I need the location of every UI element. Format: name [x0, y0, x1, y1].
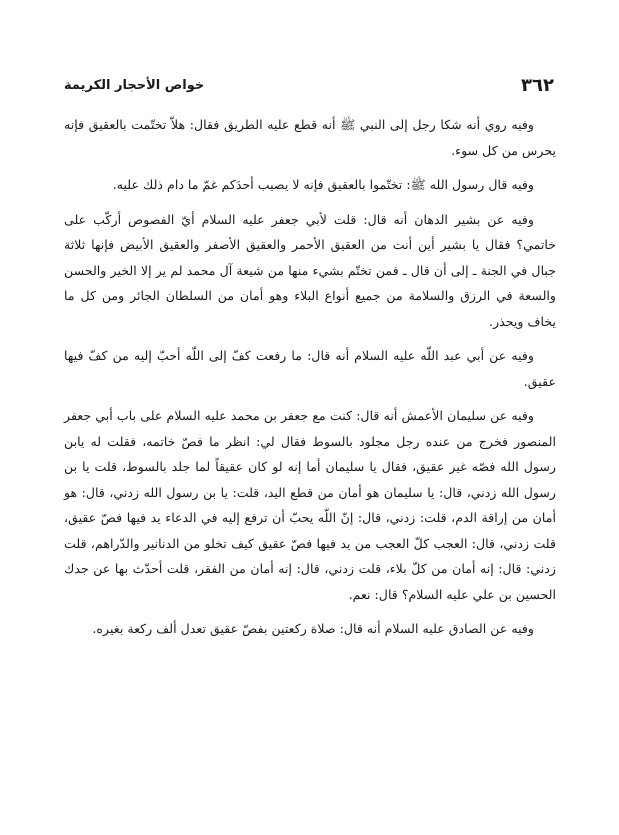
page-number: ٣٦٢: [521, 74, 554, 96]
paragraph-4: وفيه عن أبي عبد اللّه عليه السلام أنه قال: ما رفعت كفّ إلى اللّه أحبّ إليه من كفّ فيها عقيق.: [64, 348, 556, 389]
running-title: خواص الأحجار الكريمة: [64, 77, 205, 93]
paragraph-5: وفيه عن سليمان الأعمش أنه قال: كنت مع جعفر بن محمد عليه السلام على باب أبي جعفر المنصور فخرج من عنده رجل مجلود بالسوط فقال لي: انظر ما فصّ خاتمه، فقلت له يابن رسول الله فصّه غير عقيق، فقال يا سليمان أما إنه لو كان عقيقاً لما جلد بالسوط، قلت يا بن رسول الله زدني، قال: يا سليمان هو أمان من قطع اليد، قلت: يا بن رسول الله زدني، قال: هو أمان من إراقة الدم، قلت: زدني، قال: إنّ اللّه يحبّ أن ترفع إليه في الدعاء يد فيها فصّ عقيق، قلت زدني، قال: العجب كلّ العجب من يد فيها فصّ عقيق كيف تخلو من الدنانير والدّراهم، قلت زدني: قال: إنه أمان من كلّ بلاء، قلت زدني، قال: إنه أمان من الفقر، قلت أحدّث بها عن جدك الحسين بن علي عليه السلام؟ قال: نعم.: [64, 408, 556, 602]
paragraph-2: وفيه قال رسول الله ﷺ: تختّموا بالعقيق فإنه لا يصيب أحدَكم غمّ ما دام ذلك عليه.: [112, 177, 534, 192]
body-text: [64, 112, 556, 642]
paragraph-6: وفيه عن الصادق عليه السلام أنه قال: صلاة ركعتين بفصّ عقيق تعدل ألف ركعة بغيره.: [92, 621, 534, 636]
paragraph-3: وفيه عن بشير الدهان أنه قال: قلت لأبي جعفر عليه السلام أيّ الفصوص أركّب على خاتمي؟ فقال يا بشير أين أنت من العقيق الأحمر والعقيق الأصفر والعقيق الأبيض فإنها ثلاثة جبال في الجنة ـ إلى أن قال ـ فمن تختّم بشيء منها من شيعة آل محمد لم ير إلا الخير والحسن والسعة في الرزق والسلامة من جميع أنواع البلاء وهو أمان من السلطان الجائر ومن كل ما يخاف ويحذر.: [64, 211, 556, 329]
paragraph-1: وفيه روي أنه شكا رجل إلى النبي ﷺ أنه قطع عليه الطريق فقال: هلاّ تختّمت بالعقيق فإنه يحرس من كل سوء.: [64, 117, 556, 158]
page-header: [64, 74, 554, 96]
